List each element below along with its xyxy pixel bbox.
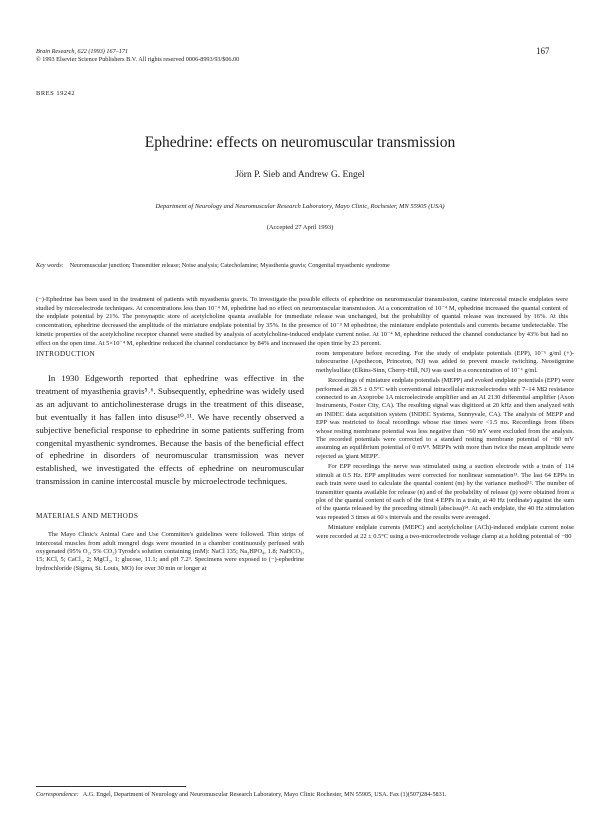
introduction-heading: INTRODUCTION [36,350,96,358]
introduction-text: In 1930 Edgeworth reported that ephedrine was effective in the treatment of myasthenia gravis⁵˒⁶. Subsequently, ephedrine was widely used as an adjuvant to anticholinesterase drugs in the treatment of this disease, but eventually it has fallen into disuse¹⁰˒¹¹. We have recently observed a subjective beneficial response to ephedrine in some patients suffering from congenital myasthenic syndromes. Because the basis of the beneficial effect of ephedrine in disorders of neuromuscular transmission was never established, we investigated the effects of ephedrine on neuromuscular transmission in canine intercostal muscle by microelectrode techniques. [36,373,304,487]
article-authors: Jörn P. Sieb and Andrew G. Engel [235,170,365,180]
page-number: 167 [536,46,550,56]
methods-paragraph-1: room temperature before recording. For the study of endplate potentials (EPP), 10⁻⁶ g/ml (+)-tubocurarine (Apothecon, Princeton, NJ) was added to prevent muscle twitching. Neostigmine methylsulfate (Elkins-Sinn, Cherry-Hill, NJ) was used in a concentration of 10⁻⁶ g/ml. [316,350,574,374]
keywords-label: Key words: [36,263,64,269]
methods-heading: MATERIALS AND METHODS [36,512,139,521]
methods-paragraph-3: For EPP recordings the nerve was stimulated using a suction electrode with a train of 114 stimuli at 0.5 Hz. EPP amplitudes were corrected for nonlinear summation¹³. The last 64 EPPs in each train were used to calculate the quantal content (m) by the variance method¹². The number of transmitter quanta available for release (n) and of the probability of release (p) were obtained from a plot of the quantal content of each of the first 4 EPPs in a train, at 40 Hz (ordinate) against the sum of the quanta released by the preceding stimuli (abscissa)¹⁴. At each endplate, the 40 Hz stimulation was repeated 3 times at 60 s intervals and the results were averaged. [316,463,574,521]
correspondence-text: A.G. Engel, Department of Neurology and Neuromuscular Research Laboratory, Mayo Clinic Rochester, MN 55905, USA. Fax (1)(507)284-5831. [82,791,447,798]
footnote-rule [36,786,186,787]
methods-text: The Mayo Clinic's Animal Care and Use Committee's guidelines were followed. Thin strips of intercostal muscles from adult mongrel dogs were mounted in a chamber continuously perfused with oxygenated (95% O₂, 5% CO₂) Tyrode's solution containing (mM): NaCl 135; Na₂HPO₄, 1.8; NaHCO₃, 15; KCl, 5; CaCl₂, 2; MgCl₂, 1; glucose, 11.1; and pH 7.2⁹. Specimens were exposed to (−)-ephedrine hydrochloride (Sigma, St. Louis, MO) for over 30 min or longer at [36,531,304,572]
copyright-line: © 1993 Elsevier Science Publishers B.V. All rights reserved 0006-8993/93/$06.00 [36,56,240,63]
correspondence-footnote [36,791,568,799]
methods-paragraph-2: Recordings of miniature endplate potentials (MEPP) and evoked endplate potentials (EPP) were performed at 28.5 ± 0.5°C with conventional intracellular microelectrodes with 7–14 MΩ resistance connected to an Axoprobe 1A microelectrode amplifier and an AI 2130 differential amplifier (Axon Instruments, Foster City, CA). The resulting signal was digitized at 20 kHz and then analyzed with an INDEC data acquisition system (INDEC Systems, Sunnyvale, CA). The analysis of MEPP and EPP was restricted to focal recordings whose rise times were <1.5 ms. Recordings from fibers whose resting membrane potential was less negative than −60 mV were excluded from the analysis. The recorded potentials were corrected to a standard resting membrane potential of −80 mV assuming an equilibrium potential of 0 mV⁸. MEPPs with more than twice the mean amplitude were rejected as 'giant MEPP'. [316,377,574,460]
keywords-text: Neuromuscular junction; Transmitter release; Noise analysis; Catecholamine; Myasthenia gravis; Congenital myasthenic syndrome [69,263,390,269]
methods-paragraph-4: Miniature endplate currents (MEPC) and acetylcholine (ACh)-induced endplate current noise were recorded at 22 ± 0.5°C using a two-microelectrode voltage clamp at a holding potential of −80 [316,524,574,540]
abstract-text: (−)-Ephedrine has been used in the treatment of patients with myasthenia gravis. To investigate the possible effects of ephedrine on neuromuscular transmission, canine intercostal muscle endplates were studied by microelectrode techniques. At concentrations less than 10⁻⁴ M, ephedrine had no effect on neuromuscular transmission. At a concentration of 10⁻⁴ M, ephedrine increased the quantal content of the endplate potential by 21%. The presynaptic store of acetylcholine quanta available for immediate release was unchanged, but the probability of quantal release was increased by 16%. At this concentration, ephedrine decreased the amplitude of the miniature endplate potential by 35%. In the presence of 10⁻³ M ephedrine, the miniature endplate potentials and currents became undetectable. The kinetic properties of the acetylcholine receptor channel were studied by analysis of acetylcholine-induced endplate current noise. At 10⁻⁴ M, ephedrine reduced the channel conductance by 43% but had no effect on the open time. At 5×10⁻⁴ M, ephedrine reduced the channel conductance by 84% and increased the open time by 23 percent. [36,296,568,347]
article-code: BRES 19242 [36,90,76,97]
correspondence-label: Correspondence: [36,791,79,798]
author-affiliation: Department of Neurology and Neuromuscular Research Laboratory, Mayo Clinic, Rochester, MN 55905 (USA) [155,203,445,210]
abstract [36,296,568,348]
article-title: Ephedrine: effects on neuromuscular transmission [144,134,456,151]
journal-citation: Brain Research, 622 (1993) 167–171 [36,48,129,55]
accepted-date: (Accepted 27 April 1993) [266,224,334,231]
left-column [36,350,304,573]
right-column [316,350,574,541]
keywords-line [36,262,572,270]
